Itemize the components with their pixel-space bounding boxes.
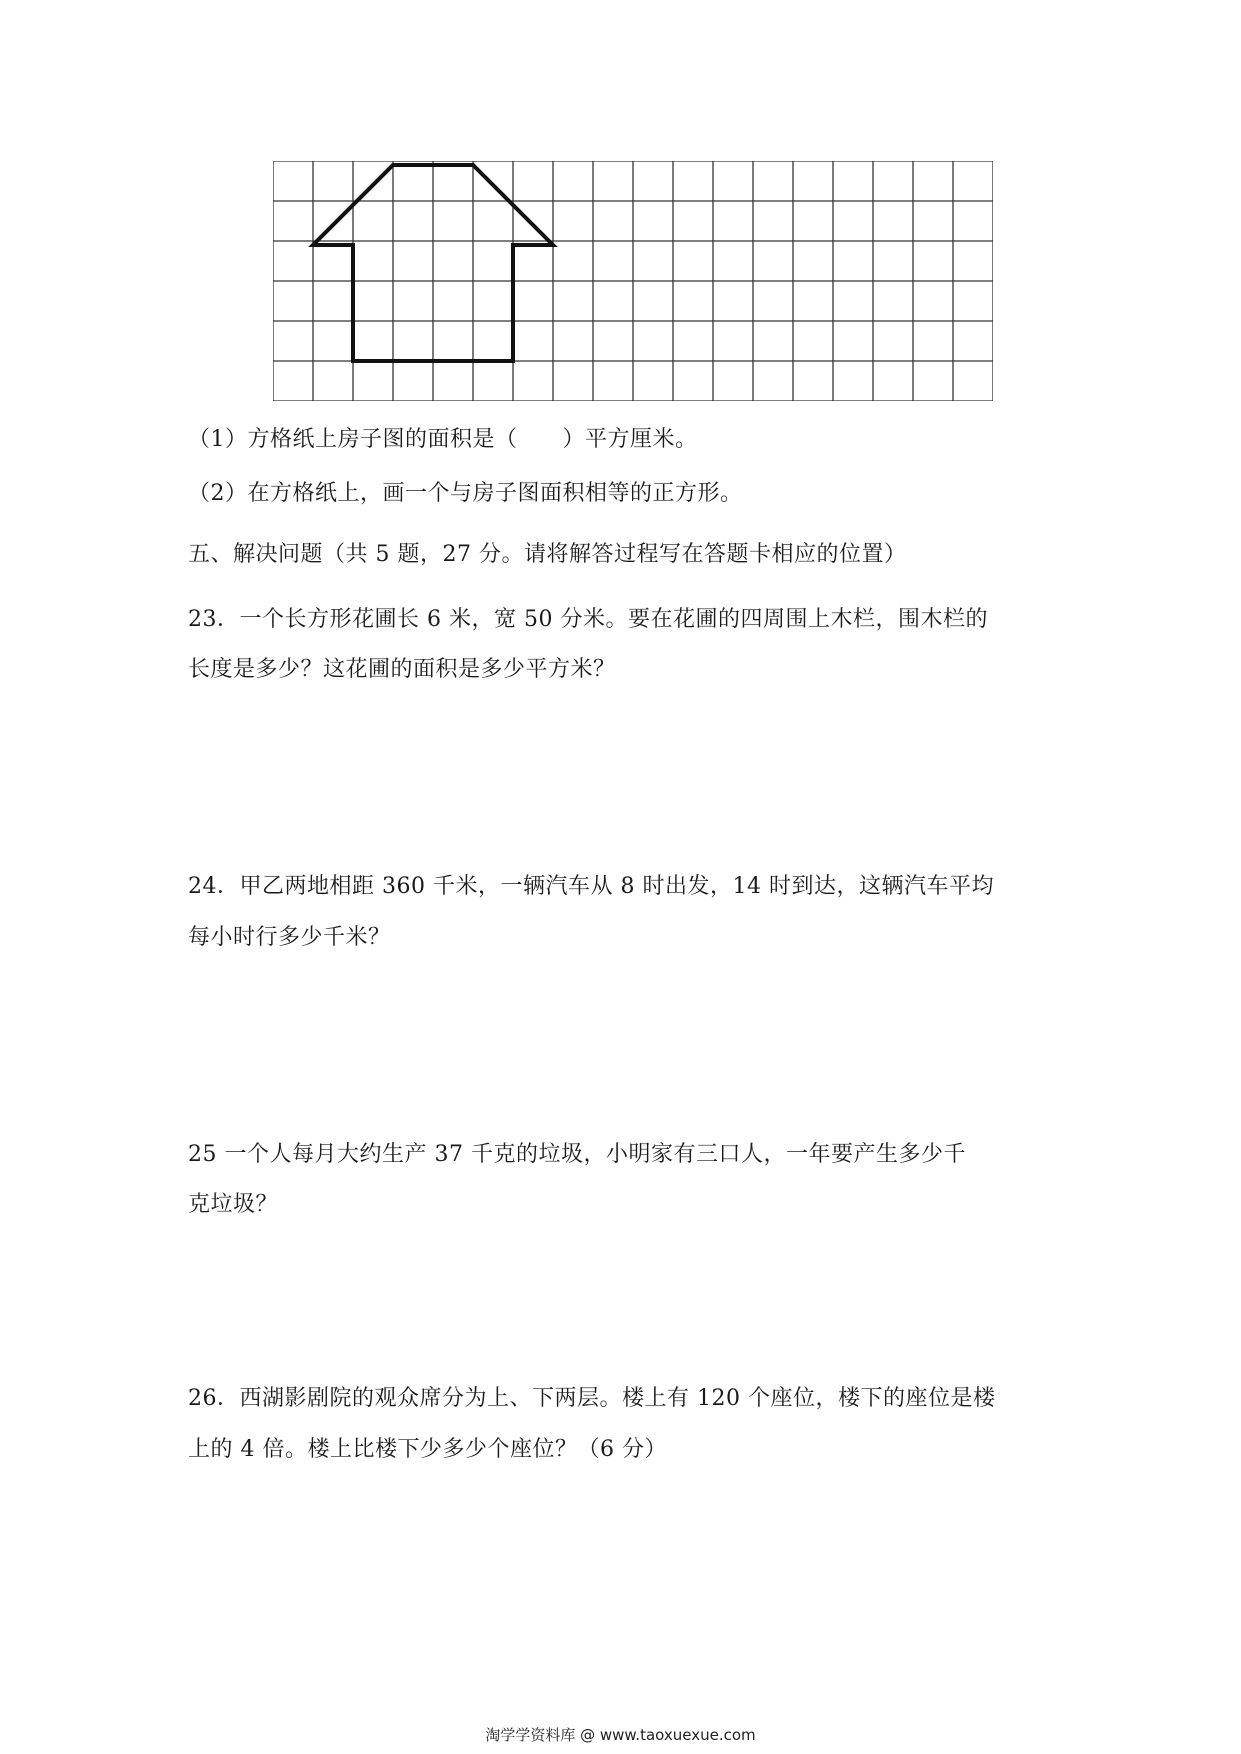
problem-26-line2: 上的 4 倍。楼上比楼下少多少个座位？（6 分）: [188, 1437, 667, 1462]
problem-23-line1: 23．一个长方形花圃长 6 米，宽 50 分米。要在花圃的四周围上木栏，围木栏的: [188, 607, 988, 632]
problem-25-line2: 克垃圾？: [188, 1192, 279, 1217]
problem-23-line2: 长度是多少？这花圃的面积是多少平方米？: [188, 657, 616, 682]
subquestion-1: （1）方格纸上房子图的面积是（ ）平方厘米。: [188, 427, 698, 452]
problem-24-line2: 每小时行多少千米？: [188, 925, 391, 950]
problem-26-line1: 26．西湖影剧院的观众席分为上、下两层。楼上有 120 个座位，楼下的座位是楼: [188, 1386, 996, 1411]
problem-25-line1: 25 一个人每月大约生产 37 千克的垃圾，小明家有三口人，一年要产生多少千: [188, 1142, 966, 1167]
footer-watermark: 淘学学资料库 @ www.taoxuexue.com: [485, 1726, 756, 1744]
section-title: 五、解决问题（共 5 题，27 分。请将解答过程写在答题卡相应的位置）: [188, 542, 907, 567]
grid-lines: [273, 161, 993, 401]
house-grid-figure: [273, 161, 993, 401]
problem-24-line1: 24．甲乙两地相距 360 千米，一辆汽车从 8 时出发，14 时到达，这辆汽车平均: [188, 874, 994, 899]
subquestion-2: （2）在方格纸上，画一个与房子图面积相等的正方形。: [188, 481, 743, 506]
grid-paper: [273, 161, 993, 405]
